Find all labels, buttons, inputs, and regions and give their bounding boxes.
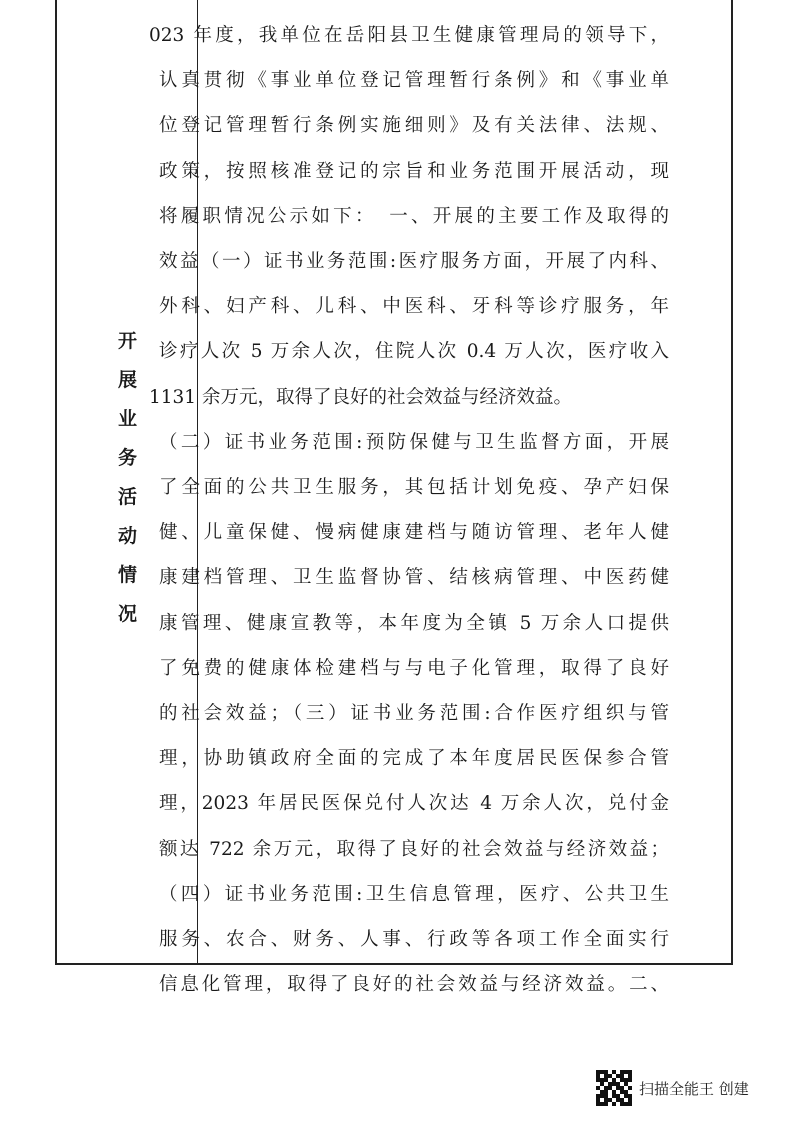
section-label-char: 开 bbox=[117, 330, 137, 352]
content-line: 认真贯彻《事业单位登记管理暂行条例》和《事业单 bbox=[159, 70, 669, 92]
section-label-char: 活 bbox=[117, 486, 137, 508]
section-label-char: 况 bbox=[117, 603, 137, 625]
content-line: 理，协助镇政府全面的完成了本年度居民医保参合管 bbox=[159, 748, 669, 770]
content-line: 健、儿童保健、慢病健康建档与随访管理、老年人健 bbox=[159, 522, 669, 544]
content-line: （四）证书业务范围:卫生信息管理，医疗、公共卫生 bbox=[159, 883, 669, 905]
content-line: （二）证书业务范围:预防保健与卫生监督方面，开展 bbox=[159, 431, 669, 453]
content-line: 将履职情况公示如下： 一、开展的主要工作及取得的 bbox=[159, 205, 669, 227]
content-line: 额达 722 余万元，取得了良好的社会效益与经济效益； bbox=[159, 838, 669, 860]
content-line: 1131 余万元，取得了良好的社会效益与经济效益。 bbox=[149, 386, 572, 408]
section-label-char: 业 bbox=[117, 408, 137, 430]
content-line: 理，2023 年居民医保兑付人次达 4 万余人次，兑付金 bbox=[159, 793, 669, 815]
content-line: 外科、妇产科、儿科、中医科、牙科等诊疗服务，年 bbox=[159, 296, 669, 318]
qr-code-icon bbox=[596, 1070, 632, 1106]
content-line: 023 年度，我单位在岳阳县卫生健康管理局的领导下， bbox=[149, 25, 669, 46]
content-line: 了免费的健康体检建档与与电子化管理，取得了良好 bbox=[159, 657, 669, 679]
content-line: 了全面的公共卫生服务，其包括计划免疫、孕产妇保 bbox=[159, 477, 669, 499]
section-label-char: 情 bbox=[117, 564, 137, 586]
content-line: 服务、农合、财务、人事、行政等各项工作全面实行 bbox=[159, 929, 669, 951]
content-line: 位登记管理暂行条例实施细则》及有关法律、法规、 bbox=[159, 115, 669, 137]
section-label-char: 动 bbox=[117, 525, 137, 547]
content-line: 诊疗人次 5 万余人次，住院人次 0.4 万人次，医疗收入 bbox=[159, 341, 669, 363]
content-line: 效益（一）证书业务范围:医疗服务方面，开展了内科、 bbox=[159, 251, 669, 273]
section-label-char: 展 bbox=[117, 369, 137, 391]
content-line: 信息化管理，取得了良好的社会效益与经济效益。二、 bbox=[159, 974, 669, 996]
section-label-char: 务 bbox=[117, 447, 137, 469]
scanner-watermark bbox=[596, 1070, 749, 1106]
content-line: 政策，按照核准登记的宗旨和业务范围开展活动，现 bbox=[159, 160, 669, 182]
content-line: 的社会效益；（三）证书业务范围:合作医疗组织与管 bbox=[159, 703, 669, 725]
activity-content bbox=[149, 13, 669, 1007]
scanner-text: 扫描全能王 创建 bbox=[639, 1079, 749, 1098]
content-line: 康管理、健康宣教等，本年度为全镇 5 万余人口提供 bbox=[159, 612, 669, 634]
content-line: 康建档管理、卫生监督协管、结核病管理、中医药健 bbox=[159, 567, 669, 589]
